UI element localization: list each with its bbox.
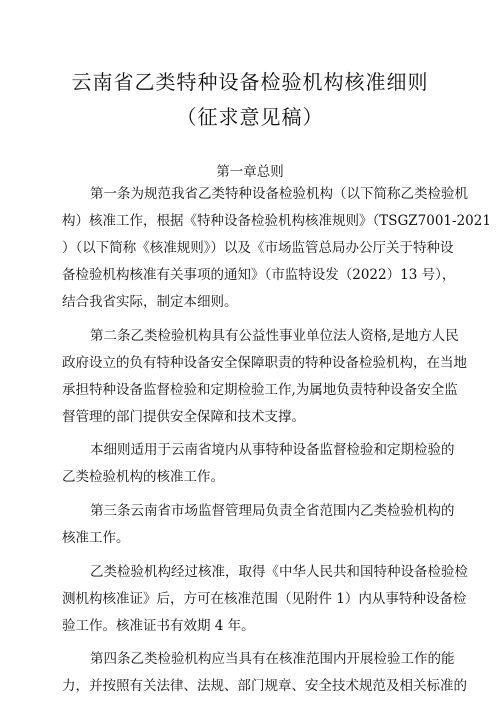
document-subtitle: （征求意见稿）: [176, 105, 324, 129]
body-line: 结合我省实际，制定本细则。: [62, 294, 238, 310]
body-line: 督管理的部门提供安全保障和技术支撑。: [62, 409, 305, 425]
body-line: 力，并按照有关法律、法规、部门规章、安全技术规范及相关标准的: [62, 678, 467, 694]
body-line: 备检验机构核准有关事项的通知》（市监特设发（2022）13 号），: [62, 267, 456, 283]
body-line: 第三条云南省市场监督管理局负责全省范围内乙类检验机构的: [90, 503, 455, 519]
body-line: 构）核准工作，根据《特种设备检验机构核准规则》（TSGZ7001-2021: [62, 213, 491, 229]
body-line: 第一条为规范我省乙类特种设备检验机构（以下简称乙类检验机: [90, 186, 468, 202]
body-line: 验工作。核准证书有效期 4 年。: [62, 618, 255, 634]
body-line: 核准工作。: [62, 530, 130, 546]
body-line: 乙类检验机构经过核准，取得《中华人民共和国特种设备检验检: [90, 564, 468, 580]
chapter-heading: 第一章总则: [216, 164, 284, 180]
body-line: 第二条乙类检验机构具有公益性事业单位法人资格,是地方人民: [90, 328, 459, 344]
document-title: 云南省乙类特种设备检验机构核准细则: [71, 70, 429, 94]
body-line: 测机构核准证》后，方可在核准范围（见附件 1）内从事特种设备检: [62, 591, 467, 607]
body-line: 政府设立的负有特种设备安全保障职责的特种设备检验机构，在当地: [62, 355, 467, 371]
body-line: 乙类检验机构的核准工作。: [62, 469, 224, 485]
body-line: 第四条乙类检验机构应当具有在核准范围内开展检验工作的能: [90, 651, 455, 667]
body-line: ）（以下简称《核准规则》）以及《市场监管总局办公厅关于特种设: [62, 240, 454, 256]
body-line: 承担特种设备监督检验和定期检验工作,为属地负责特种设备安全监: [62, 382, 458, 398]
body-line: 本细则适用于云南省境内从事特种设备监督检验和定期检验的: [90, 442, 455, 458]
